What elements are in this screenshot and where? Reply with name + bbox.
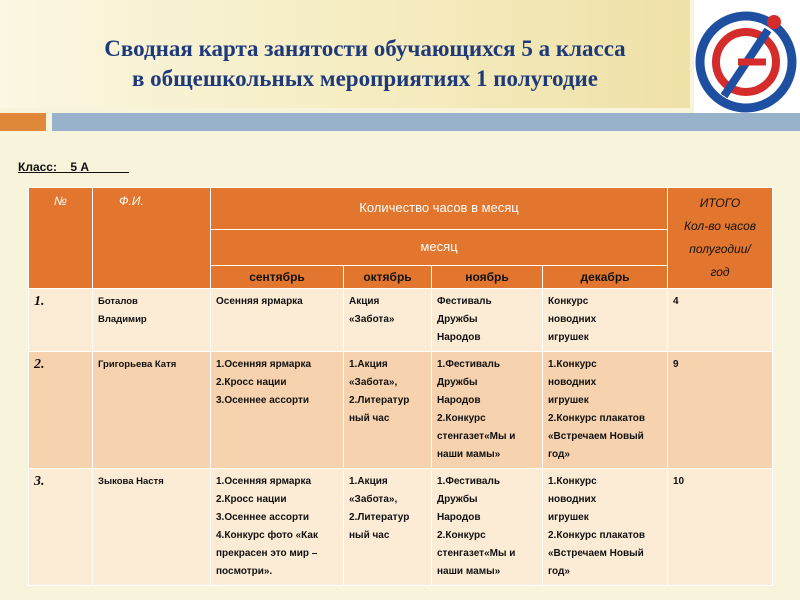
class-label: Класс:__5 А______ bbox=[18, 160, 130, 174]
cell-november: 1.Фестиваль Дружбы Народов 2.Конкурс стенгазет«Мы и наши мамы» bbox=[432, 469, 543, 586]
cell-september: 1.Осенняя ярмарка 2.Кросс нации 3.Осеннее ассорти 4.Конкурс фото «Как прекрасен это мир – посмотри». bbox=[211, 469, 344, 586]
cell-december: Конкурс новодних игрушек bbox=[543, 289, 668, 352]
header-month-nov: ноябрь bbox=[432, 265, 543, 288]
title-line-1: Сводная карта занятости обучающихся 5 а класса bbox=[104, 36, 626, 61]
title-line-2: в общешкольных мероприятиях 1 полугодие bbox=[132, 66, 598, 91]
cell-total: 9 bbox=[668, 352, 773, 469]
header-fio: Ф.И. bbox=[93, 188, 211, 289]
accent-bar-orange bbox=[0, 113, 46, 131]
employment-table bbox=[28, 187, 773, 586]
cell-total: 4 bbox=[668, 289, 773, 352]
header-hours: Количество часов в месяц bbox=[211, 188, 668, 230]
cell-december: 1.Конкурс новодних игрушек 2.Конкурс плакатов «Встречаем Новый год» bbox=[543, 469, 668, 586]
header-itogo: ИТОГО Кол-во часов полугодии/ год bbox=[668, 188, 773, 289]
row-number: 2. bbox=[29, 352, 93, 469]
cell-september: 1.Осенняя ярмарка 2.Кросс нации 3.Осеннее ассорти bbox=[211, 352, 344, 469]
student-name: Зыкова Настя bbox=[93, 469, 211, 586]
header-month: месяц bbox=[211, 229, 668, 265]
cell-october: 1.Акция «Забота», 2.Литератур ный час bbox=[344, 469, 432, 586]
accent-bar-blue bbox=[52, 113, 800, 131]
school-logo-icon bbox=[694, 0, 800, 128]
cell-november: Фестиваль Дружбы Народов bbox=[432, 289, 543, 352]
header-month-sep: сентябрь bbox=[211, 265, 344, 288]
cell-november: 1.Фестиваль Дружбы Народов 2.Конкурс стенгазет«Мы и наши мамы» bbox=[432, 352, 543, 469]
cell-december: 1.Конкурс новодних игрушек 2.Конкурс плакатов «Встречаем Новый год» bbox=[543, 352, 668, 469]
header-month-oct: октябрь bbox=[344, 265, 432, 288]
table-row bbox=[29, 352, 773, 469]
cell-october: 1.Акция «Забота», 2.Литератур ный час bbox=[344, 352, 432, 469]
student-name: Григорьева Катя bbox=[93, 352, 211, 469]
page-title bbox=[0, 34, 730, 94]
table-row bbox=[29, 469, 773, 586]
table-row bbox=[29, 289, 773, 352]
cell-total: 10 bbox=[668, 469, 773, 586]
student-name: Боталов Владимир bbox=[93, 289, 211, 352]
header-num: № bbox=[29, 188, 93, 289]
row-number: 1. bbox=[29, 289, 93, 352]
header-month-dec: декабрь bbox=[543, 265, 668, 288]
row-number: 3. bbox=[29, 469, 93, 586]
cell-october: Акция «Забота» bbox=[344, 289, 432, 352]
cell-september: Осенняя ярмарка bbox=[211, 289, 344, 352]
